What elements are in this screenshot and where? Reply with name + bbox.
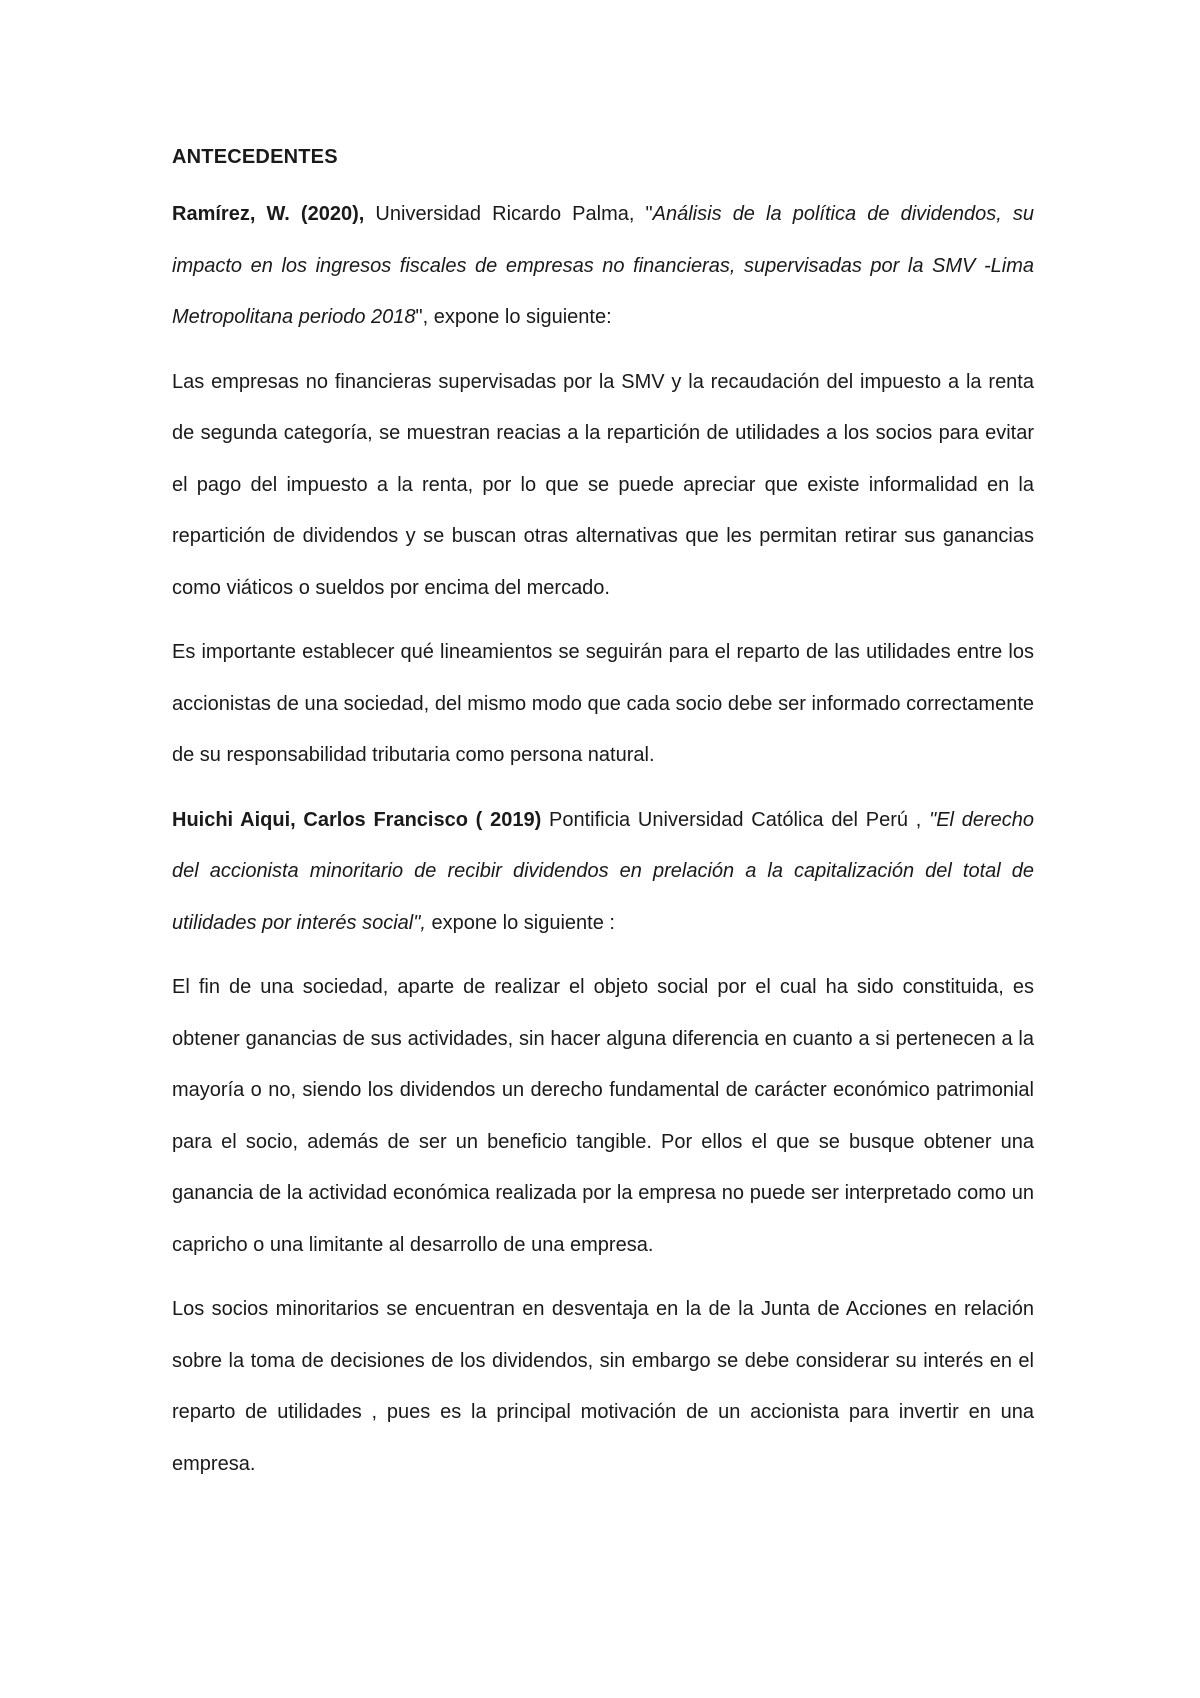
reference-citation-2 — [172, 795, 1034, 950]
citation-institution: Pontificia Universidad Católica del Perú , — [541, 808, 930, 831]
citation-title: "El derecho del accionista minoritario de recibir dividendos en prelación a la capitalización del total de utilidades por interés social", — [172, 808, 1035, 934]
citation-author: Ramírez, W. (2020), — [172, 203, 365, 225]
citation-tail: ", expone lo siguiente: — [415, 306, 612, 328]
citation-author: Huichi Aiqui, Carlos Francisco ( 2019) — [172, 808, 542, 831]
body-paragraph: Las empresas no financieras supervisadas por la SMV y la recaudación del impuesto a la renta de segunda categoría, se muestran reacias a la repartición de utilidades a los socios para evitar el pago del impuesto a la renta, por lo que se puede apreciar que existe informalidad en la repartición de dividendos y se buscan otras alternativas que les permitan retirar sus ganancias como viáticos o sueldos por encima del mercado. — [172, 370, 1034, 599]
body-paragraph: Es importante establecer qué lineamientos se seguirán para el reparto de las utilidades entre los accionistas de una sociedad, del mismo modo que cada socio debe ser informado correctamente de su responsabilidad tributaria como persona natural. — [172, 641, 1034, 766]
reference-citation-1 — [172, 189, 1034, 344]
citation-tail: expone lo siguiente : — [425, 911, 615, 934]
body-paragraph: Los socios minoritarios se encuentran en desventaja en la de la Junta de Acciones en relación sobre la toma de decisiones de los dividendos, sin embargo se debe considerar su interés en el reparto de utilidades , pues es la principal motivación de un accionista para invertir en una empresa. — [172, 1298, 1034, 1475]
body-paragraph: El fin de una sociedad, aparte de realizar el objeto social por el cual ha sido constituida, es obtener ganancias de sus actividades, sin hacer alguna diferencia en cuanto a si pertenecen a la mayoría o no, siendo los dividendos un derecho fundamental de carácter económico patrimonial para el socio, además de ser un beneficio tangible. Por ellos el que se busque obtener una ganancia de la actividad económica realizada por la empresa no puede ser interpretado como un capricho o una limitante al desarrollo de una empresa. — [172, 976, 1034, 1256]
citation-institution: Universidad Ricardo Palma, " — [364, 203, 653, 225]
section-heading: ANTECEDENTES — [172, 146, 338, 168]
document-page — [172, 132, 1034, 1503]
citation-title: Análisis de la política de dividendos, su impacto en los ingresos fiscales de empresas no financieras, supervisadas por la SMV -Lima Metropolitana periodo 2018 — [172, 203, 1035, 328]
